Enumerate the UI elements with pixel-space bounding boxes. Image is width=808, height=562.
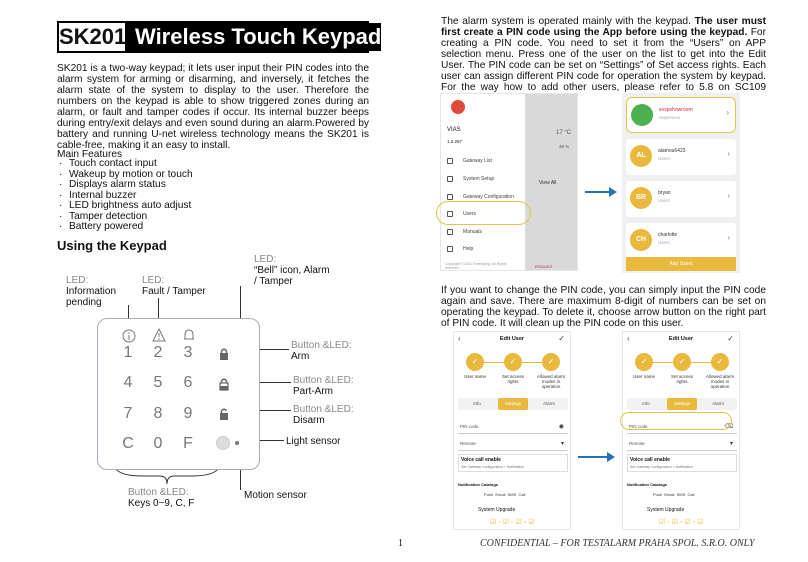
remote-select[interactable] bbox=[627, 437, 737, 451]
user-card[interactable] bbox=[626, 223, 736, 259]
keypad-section-heading: Using the Keypad bbox=[57, 238, 167, 253]
app-menu-screenshot bbox=[440, 93, 578, 271]
avatar: CH bbox=[630, 229, 652, 251]
step-label: User name bbox=[463, 374, 486, 379]
user-name: evspshowroom bbox=[659, 107, 693, 113]
col-label: Push bbox=[653, 492, 663, 497]
notification-checkbox-row[interactable]: ☑▫☑▫☑▫☑ bbox=[659, 519, 706, 526]
menu-system-setup[interactable] bbox=[447, 176, 494, 182]
feature-item: · LED brightness auto adjust bbox=[57, 201, 193, 212]
menu-label: Gateway List bbox=[463, 158, 492, 164]
menu-label: Manuals bbox=[463, 229, 482, 235]
bell-icon bbox=[182, 328, 196, 342]
key-8[interactable]: 8 bbox=[153, 405, 163, 422]
col-label: Call bbox=[687, 492, 695, 497]
label-text: Button &LED: bbox=[128, 487, 189, 498]
user-name: bryan bbox=[658, 190, 671, 196]
feature-item: · Wakeup by motion or touch bbox=[57, 170, 193, 181]
system-upgrade-label: System Upgrade bbox=[647, 507, 685, 513]
key-f[interactable]: F bbox=[183, 435, 193, 452]
arm-lock-icon[interactable] bbox=[217, 347, 231, 361]
menu-gateway-configuration[interactable] bbox=[447, 194, 514, 200]
label-text: LED: bbox=[142, 275, 165, 286]
features-list bbox=[57, 159, 193, 233]
label-info-led bbox=[66, 275, 116, 308]
key-0[interactable]: 0 bbox=[153, 435, 163, 452]
user-role: Users bbox=[658, 240, 670, 245]
feature-item: · Battery powered bbox=[57, 222, 193, 233]
col-label: Call bbox=[518, 492, 526, 497]
tab-alarm[interactable]: Alarm bbox=[543, 401, 555, 406]
voice-call-subtitle: Set Gateway Configuration > Notification bbox=[630, 465, 694, 469]
chevron-right-icon: › bbox=[727, 149, 730, 158]
step-label: User name bbox=[632, 374, 655, 379]
tab-info[interactable]: Info bbox=[473, 401, 481, 406]
pin-change-paragraph: If you want to change the PIN code, you can simply input the PIN code again and save. There are maximum 8-digit of numbers can be set on operating the keypad. To delete it, choose arrow button on the right part of PIN code. It will clean up the PIN code on this user. bbox=[441, 285, 766, 329]
features-heading: Main Features bbox=[57, 149, 123, 160]
tools-icon bbox=[447, 176, 453, 182]
backspace-icon[interactable]: ⌫ bbox=[724, 424, 733, 430]
feature-item: · Tamper detection bbox=[57, 212, 193, 223]
user-role: Users bbox=[658, 198, 670, 203]
label-bell-led bbox=[254, 254, 330, 287]
step-label: Allowed alarm modes in operation bbox=[705, 374, 735, 389]
key-4[interactable]: 4 bbox=[123, 374, 133, 391]
menu-gateway-list[interactable] bbox=[447, 158, 492, 164]
key-5[interactable]: 5 bbox=[153, 374, 163, 391]
avatar bbox=[631, 104, 653, 126]
warning-icon bbox=[152, 328, 166, 342]
user-card[interactable] bbox=[626, 139, 736, 175]
field-label: PIN code bbox=[629, 424, 648, 429]
site-name: VIAS bbox=[447, 127, 461, 133]
check-icon[interactable]: ✓ bbox=[558, 334, 565, 343]
check-icon: ✓ bbox=[673, 353, 691, 371]
book-icon bbox=[447, 229, 453, 235]
feature-item: · Touch contact input bbox=[57, 159, 193, 170]
voice-call-toggle[interactable] bbox=[627, 454, 737, 472]
voice-call-toggle[interactable] bbox=[458, 454, 568, 472]
tab-bar bbox=[458, 398, 568, 410]
label-arm bbox=[291, 340, 352, 362]
disarm-unlock-icon[interactable] bbox=[217, 407, 231, 421]
brand-tag: RODUES bbox=[535, 264, 553, 269]
check-icon[interactable]: ✓ bbox=[727, 334, 734, 343]
chevron-right-icon: › bbox=[727, 191, 730, 200]
step-label: Set access rights bbox=[501, 374, 524, 384]
intro-paragraph: SK201 is a two-way keypad; it lets user input their PIN codes into the alarm system for arming or disarming, and inversely, it fetches the alarm state of the system to display to the user. Therefore the numbers on the keypad is able to show triggered zones during an alarm, or fault and tamper codes if occur. Its internal buzzer beeps during entry/exit delays and even sound during an alarm.Powered by battery and running U-net wireless technology means the SK201 is cable-free, making it an easy to install. bbox=[57, 63, 369, 151]
voice-call-subtitle: Set Gateway Configuration > Notification bbox=[461, 465, 525, 469]
label-motion-sensor: Motion sensor bbox=[244, 490, 307, 501]
avatar: BR bbox=[630, 187, 652, 209]
remote-select[interactable] bbox=[458, 437, 568, 451]
arrow-icon bbox=[578, 456, 613, 458]
label-text: pending bbox=[66, 297, 102, 308]
user-name: charlotte bbox=[658, 232, 678, 238]
label-text: LED: bbox=[66, 275, 89, 286]
user-name: alamou6423 bbox=[658, 148, 686, 154]
motion-sensor-dot bbox=[235, 441, 239, 445]
feature-item: · Internal buzzer bbox=[57, 191, 193, 202]
chevron-down-icon: ▾ bbox=[729, 441, 733, 447]
menu-manuals[interactable] bbox=[447, 229, 482, 235]
label-text: Disarm bbox=[293, 415, 325, 426]
check-icon: ✓ bbox=[542, 353, 560, 371]
user-list-screenshot bbox=[622, 93, 740, 273]
pin-intro-paragraph bbox=[441, 16, 766, 104]
arrow-icon bbox=[585, 191, 615, 193]
model-number: SK201 bbox=[59, 24, 127, 49]
add-users-button[interactable]: Add Users bbox=[626, 257, 736, 271]
user-role: Users bbox=[658, 156, 670, 161]
col-label: SMS bbox=[676, 492, 686, 497]
check-icon: ✓ bbox=[504, 353, 522, 371]
notification-checkbox-row[interactable]: ☑▫☑▫☑▫☑ bbox=[490, 519, 537, 526]
page-number: 1 bbox=[398, 538, 403, 549]
field-label: Remote bbox=[460, 441, 476, 446]
label-keys bbox=[128, 487, 194, 509]
edit-user-screenshot-delete bbox=[622, 331, 740, 530]
key-6[interactable]: 6 bbox=[183, 374, 193, 391]
text-run: For creating a PIN code. You need to set it from the “Users” on APP selection menu. Press one of the user on the list to get into the Edit User. The PIN code can be set on “Settings” of Set access rights. Each user can assign different PIN code for operation the system by keypad. For the way how to add other users, please refer to 5.8 on SC109 bbox=[441, 27, 766, 93]
label-text: Arm bbox=[291, 351, 310, 362]
feature-item: · Displays alarm status bbox=[57, 180, 193, 191]
notification-columns bbox=[653, 492, 694, 497]
chevron-right-icon: › bbox=[726, 108, 729, 117]
key-1[interactable]: 1 bbox=[123, 344, 133, 361]
step-label: Set access rights bbox=[670, 374, 693, 384]
edit-user-title: Edit User bbox=[499, 336, 525, 342]
eye-off-icon[interactable]: ◉ bbox=[558, 424, 564, 430]
back-icon[interactable]: ‹ bbox=[458, 334, 461, 343]
field-label: Remote bbox=[629, 441, 645, 446]
step-label: Allowed alarm modes in operation bbox=[536, 374, 566, 389]
label-fault-led bbox=[142, 275, 206, 297]
gateway-icon bbox=[447, 158, 453, 164]
menu-label: Users bbox=[463, 211, 477, 217]
tab-bar bbox=[627, 398, 737, 410]
document-title bbox=[57, 21, 382, 53]
info-icon bbox=[122, 329, 136, 343]
check-icon: ✓ bbox=[635, 353, 653, 371]
label-light-sensor: Light sensor bbox=[286, 436, 341, 447]
label-text: Keys 0~9, C, F bbox=[128, 498, 195, 509]
label-disarm bbox=[293, 404, 354, 426]
label-text: Information bbox=[66, 286, 117, 297]
notification-columns bbox=[484, 492, 525, 497]
light-sensor bbox=[216, 436, 230, 450]
notification-title: Notification Catalogs bbox=[458, 482, 499, 487]
col-label: SMS bbox=[507, 492, 517, 497]
label-text: Button &LED: bbox=[293, 404, 354, 415]
tab-info[interactable]: Info bbox=[642, 401, 650, 406]
pin-code-field[interactable] bbox=[458, 420, 568, 434]
part-arm-lock-icon[interactable] bbox=[217, 377, 231, 391]
view-all-link[interactable]: View All bbox=[539, 180, 557, 186]
tab-alarm[interactable]: Alarm bbox=[712, 401, 724, 406]
key-2[interactable]: 2 bbox=[153, 344, 163, 361]
temperature: 17 °C bbox=[556, 130, 572, 136]
pin-highlight-oval bbox=[620, 412, 732, 430]
col-label: Email bbox=[495, 492, 506, 497]
check-icon: ✓ bbox=[466, 353, 484, 371]
menu-label: System Setup bbox=[463, 176, 495, 182]
check-icon: ✓ bbox=[711, 353, 729, 371]
col-label: Email bbox=[664, 492, 675, 497]
product-name: Wireless Touch Keypad bbox=[127, 23, 381, 51]
key-c[interactable]: C bbox=[122, 435, 134, 452]
edit-user-title: Edit User bbox=[668, 336, 694, 342]
label-part-arm bbox=[293, 375, 354, 397]
users-highlight-oval bbox=[436, 201, 531, 225]
label-text: Button &LED: bbox=[293, 375, 354, 386]
key-9[interactable]: 9 bbox=[183, 405, 193, 422]
chevron-down-icon: ▾ bbox=[560, 441, 564, 447]
voice-call-title: Voice call enable bbox=[461, 457, 501, 463]
menu-label: Gateway Configuration bbox=[463, 194, 514, 200]
user-role: Supervisor bbox=[659, 115, 681, 120]
text-run: The alarm system is operated mainly with the keypad. bbox=[441, 16, 695, 27]
leader-line bbox=[240, 286, 241, 322]
menu-label: Help bbox=[463, 246, 474, 252]
key-3[interactable]: 3 bbox=[183, 344, 193, 361]
label-text: Part-Arm bbox=[293, 386, 333, 397]
gear-icon bbox=[447, 194, 453, 200]
system-upgrade-label: System Upgrade bbox=[478, 507, 516, 513]
label-text: LED: bbox=[254, 254, 277, 265]
label-text: Button &LED: bbox=[291, 340, 352, 351]
key-7[interactable]: 7 bbox=[123, 405, 133, 422]
label-text: Fault / Tamper bbox=[142, 286, 206, 297]
user-card[interactable] bbox=[626, 181, 736, 217]
app-logo bbox=[451, 100, 465, 114]
label-text: “Bell” icon, Alarm bbox=[254, 265, 330, 276]
copyright: Copyright © 2021 Emergoing. All Rights reserved bbox=[445, 262, 507, 270]
chevron-right-icon: › bbox=[727, 233, 730, 242]
back-icon[interactable]: ‹ bbox=[627, 334, 630, 343]
user-card[interactable] bbox=[626, 97, 736, 133]
edit-user-screenshot bbox=[453, 331, 571, 530]
col-label: Push bbox=[484, 492, 494, 497]
tab-settings[interactable]: Settings bbox=[667, 398, 697, 410]
confidential-footer: CONFIDENTIAL – FOR TESTALARM PRAHA SPOL. S.R.O. ONLY bbox=[480, 538, 755, 549]
avatar: AL bbox=[630, 145, 652, 167]
label-text: / Tamper bbox=[254, 276, 293, 287]
field-label: PIN code bbox=[460, 424, 479, 429]
keypad-illustration bbox=[97, 318, 260, 470]
tab-settings[interactable]: Settings bbox=[498, 398, 528, 410]
voice-call-title: Voice call enable bbox=[630, 457, 670, 463]
help-icon bbox=[447, 246, 453, 252]
app-version: 1.2.267 bbox=[447, 139, 463, 144]
text-run-bold: The user must first create a PIN code using the App before using the keypad. bbox=[441, 16, 766, 38]
humidity: 36 % bbox=[559, 144, 570, 149]
menu-help[interactable] bbox=[447, 246, 473, 252]
notification-title: Notification Catalogs bbox=[627, 482, 668, 487]
